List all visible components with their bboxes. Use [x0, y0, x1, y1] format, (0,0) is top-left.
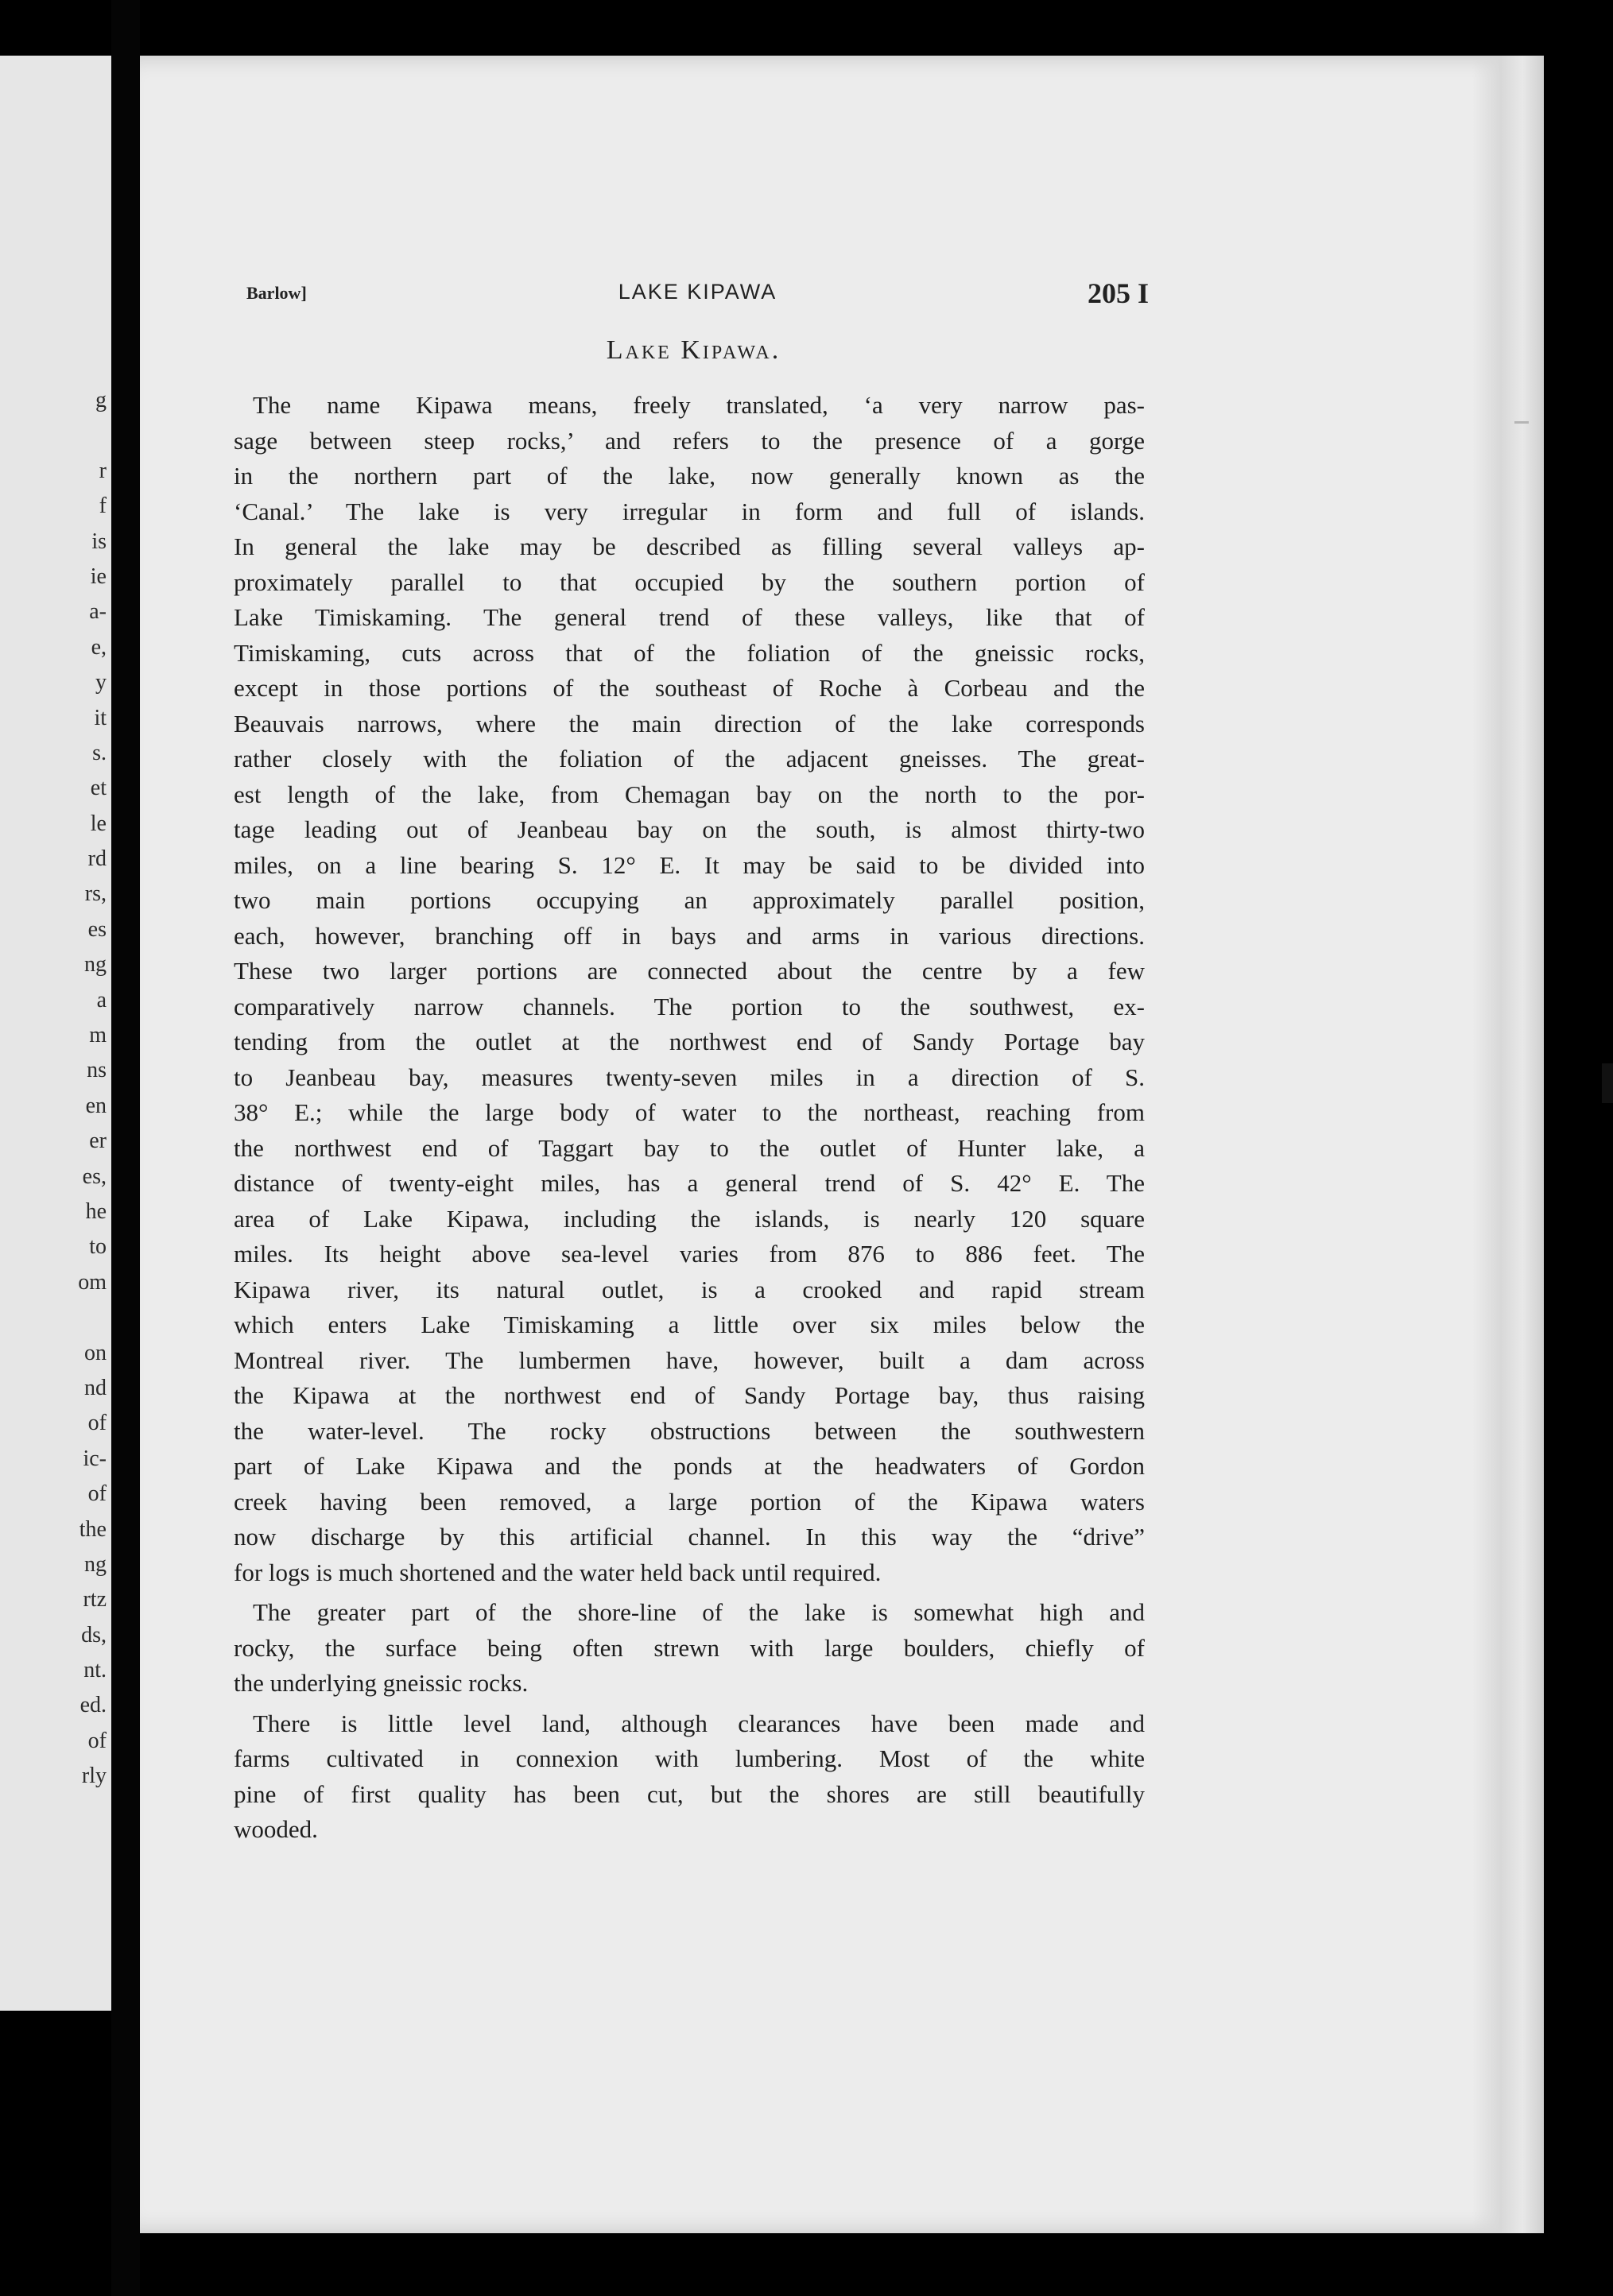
text-line: The greater part of the shore-line of the lake is somewhat high and [253, 1598, 1145, 1626]
left-fragment: ng [84, 952, 107, 978]
left-page-fragments [78, 383, 107, 1795]
text-line: distance of twenty-eight miles, has a general trend of S. 42° E. The [234, 1169, 1145, 1197]
left-fragment: rs, [84, 881, 107, 907]
paragraph [234, 1595, 1145, 1702]
text-line: except in those portions of the southeast of Roche à Corbeau and the [234, 674, 1145, 702]
left-fragment: of [87, 1728, 107, 1753]
text-line: part of Lake Kipawa and the ponds at the headwaters of Gordon [234, 1452, 1145, 1480]
text-line: two main portions occupying an approximately parallel position, [234, 886, 1145, 914]
left-fragment: it [94, 705, 107, 730]
text-line: est length of the lake, from Chemagan bay on the north to the por- [234, 780, 1145, 808]
text-line: wooded. [234, 1815, 318, 1843]
paragraph [234, 1706, 1145, 1848]
left-fragment: nd [84, 1375, 107, 1400]
left-fragment: nt. [83, 1658, 107, 1683]
text-line: proximately parallel to that occupied by the southern portion of [234, 567, 1145, 596]
left-fragment: a [96, 987, 107, 1012]
text-line: which enters Lake Timiskaming a little over six miles below the [234, 1311, 1145, 1338]
left-fragment: er [89, 1129, 107, 1154]
section-title: Lake Kipawa. [606, 335, 781, 365]
text-line: In general the lake may be described as filling several valleys ap- [234, 532, 1145, 560]
left-fragment: ng [84, 1551, 107, 1577]
text-line: the water-level. The rocky obstructions between the southwestern [234, 1416, 1145, 1445]
left-fragment: es [87, 916, 107, 942]
left-fragment: et [90, 776, 107, 801]
text-line: in the northern part of the lake, now generally known as the [234, 462, 1145, 490]
text-line: area of Lake Kipawa, including the islands, is nearly 120 square [234, 1204, 1145, 1233]
left-fragment: he [85, 1198, 107, 1224]
text-line: miles, on a line bearing S. 12° E. It may be said to be divided into [234, 850, 1145, 879]
left-fragment [78, 418, 107, 453]
text-line: each, however, branching off in bays and arms in various directions. [234, 921, 1145, 950]
text-line: Montreal river. The lumbermen have, however, built a dam across [234, 1345, 1145, 1374]
text-line: Beauvais narrows, where the main direction of the lake corresponds [234, 709, 1145, 738]
text-line: rather closely with the foliation of the adjacent gneisses. The great- [234, 745, 1145, 772]
page-number: 205 I [1087, 277, 1149, 309]
text-line: Timiskaming, cuts across that of the foliation of the gneissic rocks, [234, 638, 1145, 667]
text-line: tending from the outlet at the northwest end of Sandy Portage bay [234, 1028, 1145, 1055]
text-line: The name Kipawa means, freely translated, ‘a very narrow pas- [253, 391, 1145, 419]
book-gutter [111, 0, 140, 2296]
left-fragment: ed. [79, 1693, 107, 1718]
text-line: the Kipawa at the northwest end of Sandy Portage bay, thus raising [234, 1381, 1145, 1409]
left-fragment: rtz [83, 1587, 107, 1613]
text-line: creek having been removed, a large portion of the Kipawa waters [234, 1487, 1145, 1516]
left-fragment: r [99, 458, 107, 483]
left-fragment: es, [82, 1163, 107, 1189]
text-line: comparatively narrow channels. The portion to the southwest, ex- [234, 992, 1145, 1020]
text-line: 38° E.; while the large body of water to the northeast, reaching from [234, 1098, 1145, 1126]
text-line: the underlying gneissic rocks. [234, 1669, 529, 1697]
scan-mark [1514, 421, 1529, 424]
text-line: ‘Canal.’ The lake is very irregular in form and full of islands. [234, 497, 1145, 525]
left-fragment: rly [81, 1764, 107, 1789]
left-fragment: ns [87, 1058, 107, 1083]
text-line: now discharge by this artificial channel. In this way the “drive” [234, 1523, 1145, 1551]
running-head-author: Barlow] [246, 283, 307, 303]
running-head [246, 277, 1149, 319]
left-fragment: e, [91, 634, 107, 660]
left-fragment: of [87, 1481, 107, 1507]
left-page [0, 56, 111, 2011]
text-line: tage leading out of Jeanbeau bay on the south, is almost thirty-two [234, 815, 1145, 843]
left-fragment: ie [90, 563, 107, 589]
text-line: Lake Timiskaming. The general trend of these valleys, like that of [234, 603, 1145, 631]
body-text [234, 388, 1145, 1853]
text-line: There is little level land, although clearances have been made and [253, 1709, 1145, 1737]
left-fragment: to [89, 1234, 107, 1260]
text-line: miles. Its height above sea-level varies from 876 to 886 feet. The [234, 1240, 1145, 1268]
left-fragment: y [95, 670, 107, 695]
text-line: sage between steep rocks,’ and refers to the presence of a gorge [234, 426, 1145, 455]
text-line: Kipawa river, its natural outlet, is a crooked and rapid stream [234, 1275, 1145, 1303]
text-line: pine of first quality has been cut, but the shores are still beautifully [234, 1779, 1145, 1808]
page-edge-shadow [1544, 48, 1613, 2241]
text-line: the northwest end of Taggart bay to the outlet of Hunter lake, a [234, 1133, 1145, 1162]
left-fragment: rd [87, 846, 107, 872]
left-fragment: en [85, 1093, 107, 1118]
left-fragment: is [91, 529, 107, 554]
left-fragment: the [79, 1516, 107, 1542]
text-line: farms cultivated in connexion with lumbering. Most of the white [234, 1744, 1145, 1772]
left-fragment: on [84, 1340, 107, 1365]
text-line: to Jeanbeau bay, measures twenty-seven miles in a direction of S. [234, 1063, 1145, 1091]
left-fragment [78, 1300, 107, 1335]
paragraph [234, 388, 1145, 1590]
left-fragment: om [78, 1269, 107, 1295]
left-fragment: a- [89, 599, 107, 625]
text-line: These two larger portions are connected about the centre by a few [234, 957, 1145, 985]
left-fragment: f [99, 494, 107, 519]
left-fragment: ds, [81, 1622, 107, 1647]
left-fragment: of [87, 1411, 107, 1436]
left-fragment: le [90, 811, 107, 836]
left-fragment: s. [92, 740, 107, 765]
scan-notch [1602, 1063, 1613, 1103]
left-fragment: g [95, 388, 107, 412]
left-fragment: ic- [83, 1446, 107, 1471]
text-line: rocky, the surface being often strewn with large boulders, chiefly of [234, 1633, 1145, 1662]
running-head-title: LAKE KIPAWA [618, 280, 777, 304]
text-line: for logs is much shortened and the water held back until required. [234, 1558, 882, 1586]
left-fragment: m [89, 1023, 107, 1048]
page-edge [1472, 56, 1544, 2233]
